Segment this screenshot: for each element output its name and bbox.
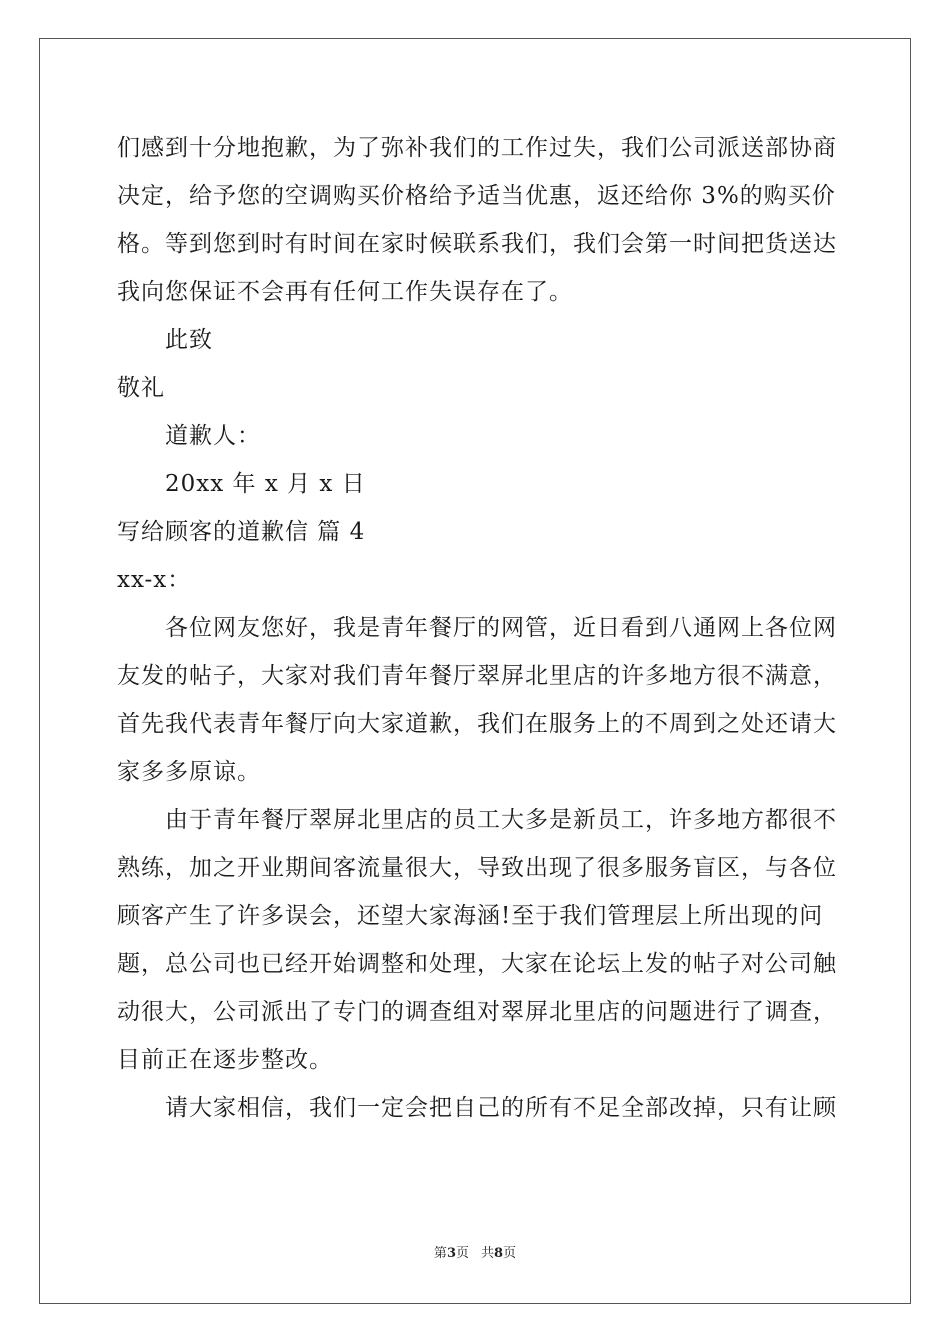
text-line: 请大家相信，我们一定会把自己的所有不足全部改掉，只有让顾 <box>165 1095 837 1121</box>
footer-total-prefix: 共 <box>481 1246 495 1261</box>
section-heading: 写给顾客的道歉信 篇 4 <box>117 519 366 545</box>
text-line: 决定，给予您的空调购买价格给予适当优惠，返还给你 3%的购买价 <box>117 183 836 209</box>
footer-total-pages: 8 <box>494 1246 504 1261</box>
footer-total-suffix: 页 <box>503 1246 517 1261</box>
text-line: 首先我代表青年餐厅向大家道歉，我们在服务上的不周到之处还请大 <box>117 711 837 737</box>
page-footer <box>0 1244 950 1264</box>
text-line: 友发的帖子，大家对我们青年餐厅翠屏北里店的许多地方很不满意， <box>117 663 837 689</box>
text-line: 由于青年餐厅翠屏北里店的员工大多是新员工，许多地方都很不 <box>165 807 837 833</box>
document-body <box>117 124 837 1132</box>
closing-salutation: 此致 <box>165 327 213 353</box>
text-line: 顾客产生了许多误会，还望大家海涵!至于我们管理层上所出现的问 <box>117 903 824 929</box>
text-line: 家多多原谅。 <box>117 759 261 785</box>
footer-prefix: 第 <box>433 1246 447 1261</box>
text-line: 题，总公司也已经开始调整和处理，大家在论坛上发的帖子对公司触 <box>117 951 837 977</box>
text-line: 目前正在逐步整改。 <box>117 1047 333 1073</box>
closing-regards: 敬礼 <box>117 375 165 401</box>
footer-current-page: 3 <box>446 1246 456 1261</box>
text-line: 格。等到您到时有时间在家时候联系我们，我们会第一时间把货送达 <box>117 231 837 257</box>
text-line: 我向您保证不会再有任何工作失误存在了。 <box>117 279 573 305</box>
text-line: 各位网友您好，我是青年餐厅的网管，近日看到八通网上各位网 <box>165 615 837 641</box>
letter-greeting: xx-x： <box>117 567 192 593</box>
signature-date: 20xx 年 x 月 x 日 <box>165 471 366 497</box>
text-line: 熟练，加之开业期间客流量很大，导致出现了很多服务盲区，与各位 <box>117 855 837 881</box>
text-line: 们感到十分地抱歉，为了弥补我们的工作过失，我们公司派送部协商 <box>117 135 837 161</box>
text-line: 动很大，公司派出了专门的调查组对翠屏北里店的问题进行了调查， <box>117 999 837 1025</box>
signature-label: 道歉人： <box>165 423 261 449</box>
footer-page-suffix: 页 <box>455 1246 469 1261</box>
